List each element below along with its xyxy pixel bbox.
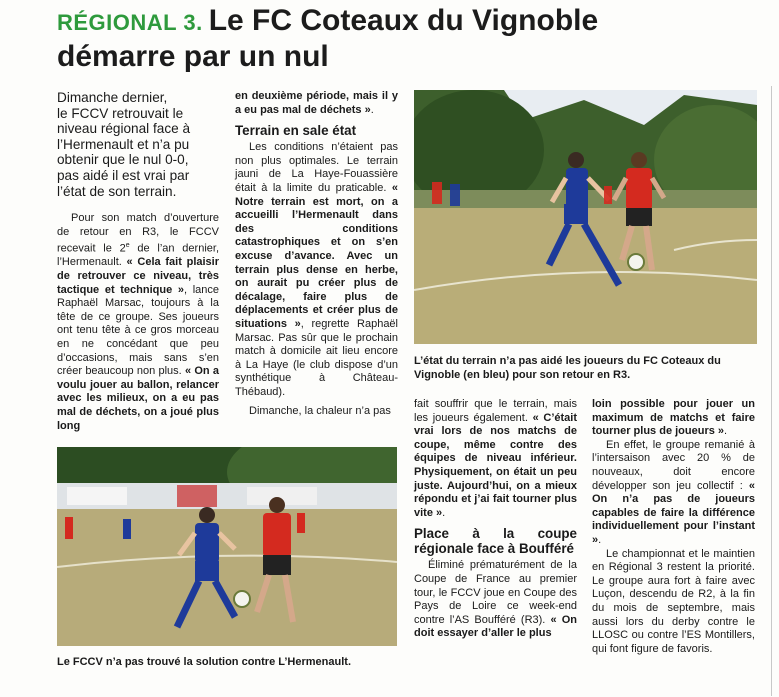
column-3 [414, 398, 577, 641]
headline-line1: Le FC Coteaux du Vignoble [208, 4, 599, 37]
subheading-coupe: Place à la coupe régionale face à Boufféré [414, 526, 577, 557]
photo-field-match [414, 90, 757, 344]
column-4 [592, 398, 755, 656]
col3-continuation: fait souffrir que le terrain, mais les joueurs également. « C’était vrai lors de nos matchs de coupe, même contre des équipes de niveau inférieur. Physiquement, on était un peu juste. Aujourd’hui, on a mieux répondu et j’ai fait tourner plus vite ». [414, 398, 578, 519]
col2-continuation: en deuxième période, mais il y a eu pas mal de déchets ». [235, 90, 398, 116]
col4-continuation: loin possible pour jouer un maximum de matchs et faire tourner plus de joueurs ». [592, 398, 755, 438]
lead-line: le FCCV retrouvait le [57, 105, 184, 121]
col4-paragraph: En effet, le groupe remanié à l’intersaison avec 20 % de nouveaux, doit encore développer son jeu collectif : « On n’a pas de joueurs capables de faire la différence individuellement pour l’instant ». [592, 438, 755, 546]
lead-line: obtenir que le nul 0-0, [57, 152, 189, 168]
lead-paragraph [57, 90, 217, 199]
photo2-caption: Le FCCV n’a pas trouvé la solution contre L’Hermenault. [57, 656, 351, 668]
page-edge-divider [771, 86, 772, 696]
col2-paragraph-2: Dimanche, la chaleur n’a pas [249, 405, 391, 418]
col1-paragraph: Pour son match d’ouverture de retour en R3, le FCCV recevait le 2e de l’an dernier, l’Hermenault. « Cela fait plaisir de retrouver ce niveau, très tactique et technique », lance Raphaël Marsac, toujours à la tête de ce groupe. Ses joueurs ont tenu tête à ce gros morceau en ne concédant que peu d’occasions, mais sans s’en créer beaucoup non plus. « On a voulu jouer au ballon, relancer avec les milieux, on a eu pas mal de déchets, on a joué plus long [57, 212, 219, 432]
lead-line: l’Hermenault et n’a pu [57, 136, 190, 152]
lead-line: Dimanche dernier, [57, 90, 168, 105]
subheading-terrain: Terrain en sale état [235, 123, 357, 139]
headline-line2: démarre par un nul [57, 40, 329, 73]
lead-line: niveau régional face à [57, 121, 191, 137]
column-1 [57, 212, 219, 433]
photo1-caption: L’état du terrain n’a pas aidé les joueurs du FC Coteaux du Vignoble (en bleu) pour son retour en R3. [414, 355, 721, 381]
col2-paragraph: Les conditions n’étaient pas non plus optimales. Le terrain jauni de La Haye-Fouassière était à la limite du praticable. « Notre terrain est mort, on a accueilli l’Hermenault dans des conditions catastrophiques et on s’en excuse d’avance. Avec un terrain plus dense en herbe, on aurait pu créer plus de décalage, faire plus de déplacements et créer plus de situations », regrette Raphaël Marsac. Pas sûr que le prochain match à domicile ait lieu encore à La Haye (le club dispose d’un synthétique à Château-Thébaud). [235, 141, 398, 398]
column-2 [235, 90, 398, 419]
lead-line: pas aidé il est vrai par [57, 167, 190, 183]
headline [57, 4, 772, 74]
photo-duel [57, 447, 397, 646]
section-tag: RÉGIONAL 3. [57, 10, 203, 35]
col3-paragraph: Éliminé prématurément de la Coupe de France au premier tour, le FCCV joue en Coupe des Pays de Loire ce week-end contre l’AS Boufféré (R3). « On doit essayer d’aller le plus [414, 559, 578, 640]
lead-line: l’état de son terrain. [57, 183, 177, 199]
col4-paragraph-2: Le championnat et le maintien en Régional 3 restent la priorité. Le groupe aura fort à faire avec Luçon, descendu de R2, à la fin du mois de septembre, mais aussi lors du derby contre le LLOSC ou contre l’ES Montillers, qui font figure de favoris. [592, 547, 755, 655]
